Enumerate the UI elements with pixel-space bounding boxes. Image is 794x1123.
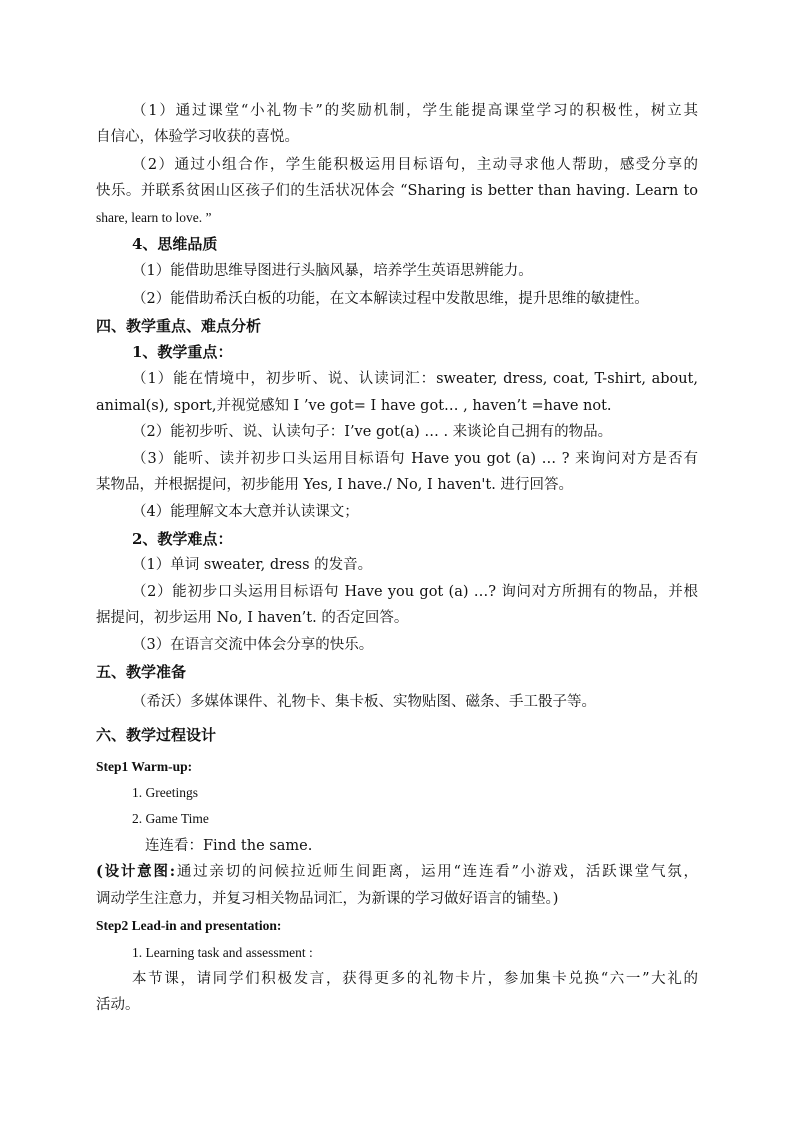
section-heading: 六、教学过程设计 [96, 726, 217, 744]
design-note-line [96, 862, 698, 882]
paragraph-line: （1）能借助思维导图进行头脑风暴，培养学生英语思辨能力。 [132, 263, 533, 279]
list-item: 2. Game Time [132, 811, 209, 826]
paragraph-line: （1）能在情境中，初步听、说、认读词汇：sweater, dress, coat, T-shirt, about, [132, 371, 698, 387]
list-item: 1. Greetings [132, 785, 198, 800]
section-heading: 五、教学准备 [96, 663, 187, 681]
paragraph-line: （1）通过课堂“小礼物卡”的奖励机制，学生能提高课堂学习的积极性，树立其 [132, 103, 698, 119]
subsection-heading: 1、教学重点： [132, 343, 233, 361]
paragraph-line: 自信心，体验学习收获的喜悦。 [96, 129, 299, 145]
paragraph-line: 调动学生注意力，并复习相关物品词汇，为新课的学习做好语言的铺垫。) [96, 891, 559, 907]
section-heading: 4、思维品质 [132, 235, 218, 253]
paragraph-line: 据提问，初步运用 No, I haven’t. 的否定回答。 [96, 610, 409, 626]
subsection-heading: 2、教学难点： [132, 530, 233, 548]
paragraph-line: 本节课，请同学们积极发言，获得更多的礼物卡片，参加集卡兑换“六一”大礼的 [132, 971, 698, 987]
paragraph-line: 某物品，并根据提问，初步能用 Yes, I have./ No, I haven't. 进行回答。 [96, 477, 573, 493]
design-note-label: (设计意图: [96, 863, 176, 880]
paragraph-line: （2）通过小组合作，学生能积极运用目标语句，主动寻求他人帮助，感受分享的 [132, 157, 698, 173]
section-heading: 四、教学重点、难点分析 [96, 317, 262, 335]
paragraph-line: （2）能借助希沃白板的功能，在文本解读过程中发散思维，提升思维的敏捷性。 [132, 291, 649, 307]
paragraph-line: （1）单词 sweater, dress 的发音。 [132, 557, 373, 573]
step-heading: Step2 Lead-in and presentation: [96, 918, 282, 933]
list-item: 连连看：Find the same. [145, 838, 313, 854]
paragraph-line: （2）能初步听、说、认读句子：I’ve got(a) … . 来谈论自己拥有的物品。 [132, 424, 613, 440]
paragraph-line: （3）在语言交流中体会分享的快乐。 [132, 637, 374, 653]
paragraph-line: 快乐。并联系贫困山区孩子们的生活状况体会 “Sharing is better than having. Learn to [96, 183, 698, 199]
step-heading: Step1 Warm-up: [96, 759, 193, 774]
paragraph-line: share, learn to love. ” [96, 210, 212, 225]
paragraph-line: （希沃）多媒体课件、礼物卡、集卡板、实物贴图、磁条、手工骰子等。 [132, 694, 596, 710]
paragraph-line: （3）能听、读并初步口头运用目标语句 Have you got (a) … ? 来询问对方是否有 [132, 451, 698, 467]
paragraph-line: animal(s), sport,并视觉感知 I ’ve got= I have got… , haven’t =have not. [96, 398, 612, 414]
paragraph-line: （4）能理解文本大意并认读课文； [132, 504, 359, 520]
paragraph-line: （2）能初步口头运用目标语句 Have you got (a) …? 询问对方所拥有的物品，并根 [132, 584, 698, 600]
paragraph-line: 活动。 [96, 997, 140, 1013]
list-item: 1. Learning task and assessment : [132, 945, 313, 960]
design-note-text: 通过亲切的问候拉近师生间距离，运用“连连看”小游戏，活跃课堂气氛， [175, 864, 698, 880]
